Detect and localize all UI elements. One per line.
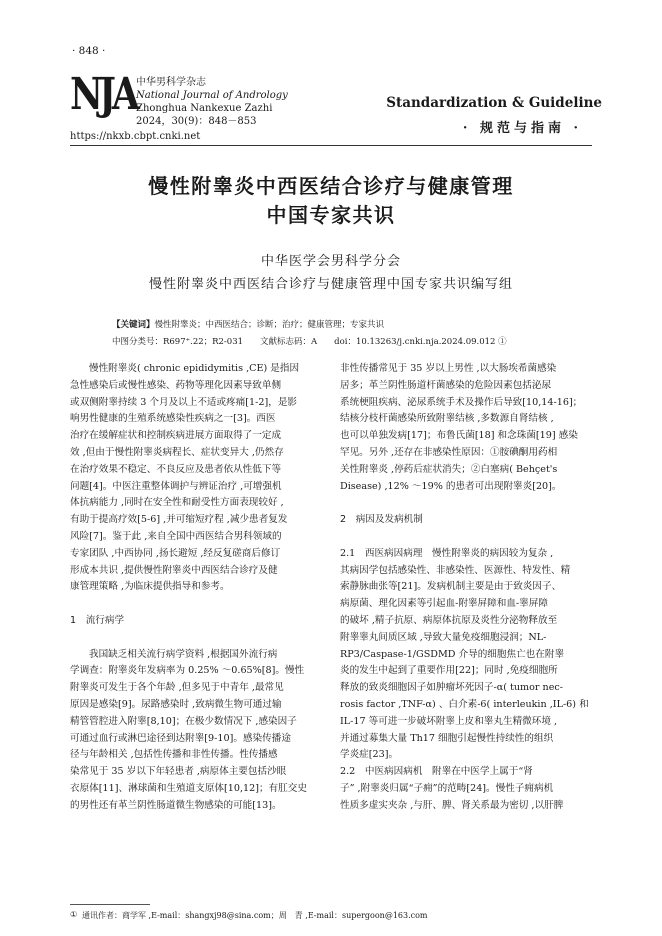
- body-text-line: 其病因学包括感染性、非感染性、医源性、特发性、精: [340, 564, 571, 576]
- keywords-label: 【关键词】: [112, 320, 155, 330]
- keywords-text: 慢性附睾炎；中西医结合；诊断；治疗；健康管理；专家共识: [154, 320, 385, 330]
- journal-name-zh: 中华男科学杂志: [136, 77, 206, 88]
- body-text-line: 形成本共识 ,提供慢性附睾炎中西医结合诊疗及健: [70, 564, 278, 576]
- body-text-line: 索静脉曲张等[21]。发病机制主要是由于致炎因子、: [340, 581, 562, 593]
- body-text-line: 原因是感染[9]。尿路感染时 ,致病微生物可通过输: [70, 698, 282, 710]
- keywords: [112, 318, 384, 330]
- body-text-line: 治疗在缓解症状和控制疾病进展方面取得了一定成: [70, 430, 282, 442]
- body-text-line: 结核分枝杆菌感染所致附睾结核 ,多数源自肾结核 ,: [340, 413, 554, 425]
- journal-logo: NJA: [70, 69, 136, 120]
- body-text-line: 居多；革兰阴性肠道杆菌感染的危险因素包括泌尿: [340, 379, 552, 391]
- journal-website-link[interactable]: https://nkxb.cbpt.cnki.net: [70, 131, 201, 142]
- column-title-zh: · 规范与指南 ·: [462, 121, 582, 136]
- body-text-line: 性质多虚实夹杂 ,与肝、脾、肾关系最为密切 ,以肝脾: [340, 799, 564, 811]
- footnote-text: 通讯作者：商学军 ,E-mail：shangxj98@sina.com；周 青 ,E-mail：supergoon@163.com: [82, 911, 428, 920]
- right-column: [340, 361, 596, 815]
- journal-info: [136, 76, 288, 128]
- body-text-line: 的男性还有革兰阴性肠道微生物感染的可能[13]。: [70, 799, 282, 811]
- body-text-line: Disease) ,12% ～19% 的患者可出现附睾炎[20]。: [340, 480, 562, 492]
- column-title-en: Standardization & Guideline: [386, 95, 602, 111]
- body-text-line: 体抗病能力 ,同时在安全性和耐受性方面表现较好 ,: [70, 497, 284, 509]
- left-column: [70, 361, 326, 815]
- body-text-line: 我国缺乏相关流行病学资料 ,根据国外流行病: [89, 648, 278, 660]
- author-org-line2: 慢性附睾炎中西医结合诊疗与健康管理中国专家共识编写组: [148, 277, 513, 292]
- body-text-line: 也可以单独发病[17]；布鲁氏菌[18] 和念珠菌[19] 感染: [340, 430, 578, 442]
- body-text-line: 精管管腔进入附睾[8,10]；在极少数情况下 ,感染因子: [70, 715, 297, 727]
- body-text-line: 专家团队 ,中西协同 ,扬长避短 ,经反复磋商后修订: [70, 547, 281, 559]
- body-text-line: 附睾睾丸间质区域 ,导致大量免疫细胞浸润；NL-: [340, 631, 547, 643]
- body-text-line: 效 ,但由于慢性附睾炎病程长、症状变异大 ,仍然存: [70, 446, 284, 458]
- body-text-line: [340, 529, 596, 546]
- footnote-divider: [70, 904, 150, 905]
- body-text-line: 染常见于 35 岁以下年轻患者 ,病原体主要包括沙眼: [70, 766, 287, 778]
- body-text-line: 响男性健康的生殖系统感染性疾病之一[3]。西医: [70, 413, 276, 425]
- body-text-line: 或双侧附睾持续 3 个月及以上不适或疼痛[1-2]，是影: [70, 396, 298, 408]
- page-number: · 848 ·: [72, 45, 106, 57]
- body-text-line: 急性感染后或慢性感染、药物等理化因素导致单侧: [70, 379, 282, 391]
- footnote-mark: ①: [70, 910, 78, 919]
- body-text-line: 康管理策略 ,为临床提供指导和参考。: [70, 581, 230, 593]
- body-text-line: 在治疗效果不稳定、不良反应及患者依从性低下等: [70, 463, 282, 475]
- section-heading: 1 流行病学: [70, 614, 125, 626]
- body-text-line: RP3/Caspase-1/GSDMD 介导的细胞焦亡也在附睾: [340, 648, 565, 660]
- body-text-line: IL-17 等可进一步破坏附睾上皮和睾丸生精微环境 ,: [340, 715, 558, 727]
- body-text-line: 衣原体[11]、淋球菌和生殖道支原体[10,12]；有肛交史: [70, 782, 307, 794]
- body-text-line: 问题[4]。中医注重整体调护与辨证治疗 ,可增强机: [70, 480, 282, 492]
- body-text-line: 径与年龄相关 ,包括性传播和非性传播。性传播感: [70, 749, 278, 761]
- article-meta: 中图分类号：R697⁺.22；R2-031 文献标志码：A doi：10.13263/j.cnki.nja.2024.09.012 ①: [112, 337, 507, 347]
- body-text-line: rosis factor ,TNF-α) 、白介素-6( interleukin ,IL-6) 和: [340, 698, 589, 710]
- body-text-line: 子” ,附睾炎归属“子痈”的范畴[24]。慢性子痈病机: [340, 782, 554, 794]
- body-text-line: 释放的致炎细胞因子如肿瘤坏死因子-α( tumor nec-: [340, 682, 564, 694]
- body-text-line: 并通过募集大量 Th17 细胞引起慢性持续性的组织: [340, 732, 554, 744]
- body-text-line: 病原菌、理化因素等引起血-附睾屏障和血-睾屏障: [340, 598, 548, 610]
- header-divider: [70, 145, 592, 146]
- body-text-line: [340, 495, 596, 512]
- body-text-line: 炎的发生中起到了重要作用[22]；同时 ,免疫细胞所: [340, 665, 558, 677]
- body-text-line: 系统梗阻疾病、泌尿系统手术及操作后导致[10,14-16]；: [340, 396, 583, 408]
- body-text-line: 风险[7]。鉴于此 ,来自全国中西医结合男科领域的: [70, 530, 282, 542]
- article-title-line1: 慢性附睾炎中西医结合诊疗与健康管理: [148, 174, 514, 198]
- author-org-line1: 中华医学会男科学分会: [260, 254, 401, 269]
- body-text-line: 慢性附睾炎( chronic epididymitis ,CE) 是指因: [89, 363, 300, 374]
- body-text-line: 2.2 中医病因病机 附睾在中医学上属于“肾: [340, 766, 533, 778]
- body-text-line: 罕见。另外 ,还存在非感染性原因：①胺碘酮用药相: [340, 446, 558, 458]
- body-text-line: 的破坏 ,精子抗原、病原体抗原及炎性分泌物释放至: [340, 614, 558, 626]
- body-text-line: 附睾炎可发生于各个年龄 ,但多见于中青年 ,最常见: [70, 682, 284, 694]
- body-text-line: 非性传播常见于 35 岁以上男性 ,以大肠埃希菌感染: [340, 363, 557, 374]
- body-text-line: 2.1 西医病因病理 慢性附睾炎的病因较为复杂 ,: [340, 547, 554, 559]
- article-title-line2: 中国专家共识: [266, 203, 396, 227]
- body-text-line: [70, 596, 326, 613]
- body-text-line: 学炎症[23]。: [340, 749, 399, 761]
- body-text-line: [70, 630, 326, 647]
- section-heading: 2 病因及发病机制: [340, 514, 423, 526]
- body-text-line: 可通过血行或淋巴途径到达附睾[9-10]。感染传播途: [70, 732, 291, 744]
- body-text-line: 学调查：附睾炎年发病率为 0.25% ～0.65%[8]。慢性: [70, 665, 305, 677]
- body-text-line: 有助于提高疗效[5-6] ,并可缩短疗程 ,减少患者复发: [70, 514, 288, 526]
- journal-issue: 2024，30(9)：848－853: [136, 116, 257, 127]
- journal-name-pinyin: Zhonghua Nankexue Zazhi: [136, 103, 273, 114]
- journal-name-en: National Journal of Andrology: [136, 90, 288, 101]
- body-text-line: 关性附睾炎 ,停药后症状消失；②白塞病( Behçet's: [340, 463, 558, 475]
